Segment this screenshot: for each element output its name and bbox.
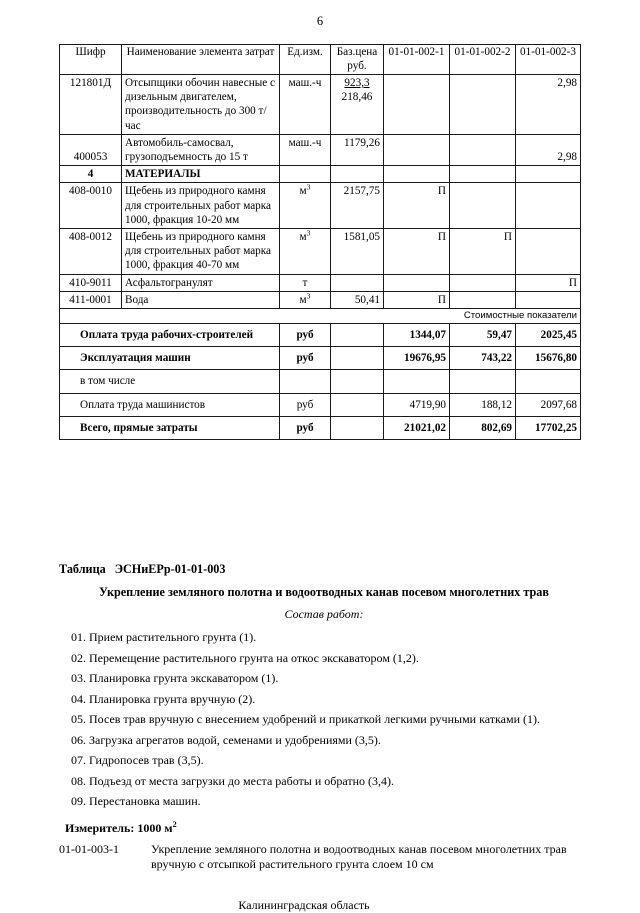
header-name: Наименование элемента затрат (122, 45, 280, 75)
page-number: 6 (316, 14, 324, 28)
row-code: 408-0012 (60, 229, 122, 275)
table-row (60, 134, 581, 165)
row-value-3 (516, 229, 581, 275)
list-item: 07. Гидропосев трав (3,5). (71, 753, 204, 767)
header-col-1: 01-01-002-1 (384, 45, 450, 75)
summary-label: Всего, прямые затраты (60, 416, 280, 439)
row-price: 1581,05 (331, 229, 384, 275)
summary-value-2: 743,22 (450, 347, 516, 370)
summary-price (331, 324, 384, 347)
measurement-unit-value: 1000 м (137, 821, 173, 835)
table-row (60, 229, 581, 275)
row-value-3: 2,98 (516, 134, 581, 165)
section-row-materials (60, 166, 581, 183)
section-value-3 (516, 166, 581, 183)
summary-unit: руб (280, 416, 331, 439)
list-item: 04. Планировка грунта вручную (2). (71, 691, 256, 706)
row-unit (280, 183, 331, 229)
price-stack (334, 76, 380, 104)
summary-unit (280, 370, 331, 393)
header-code: Шифр (60, 45, 122, 75)
summary-row (60, 347, 581, 370)
summary-label: Оплата труда рабочих-строителей (60, 324, 280, 347)
rate-description: Укрепление земляного полотна и водоотводных канав посевом многолетних трав вручную с отсыпкой растительного грунта слоем 10 см (151, 842, 567, 871)
summary-price (331, 393, 384, 416)
row-value-2 (450, 75, 516, 135)
rate-entry (59, 842, 589, 872)
row-unit: маш.-ч (280, 134, 331, 165)
summary-value-1: 1344,07 (384, 324, 450, 347)
row-value-1 (384, 274, 450, 291)
list-item: 08. Подъезд от места загрузки до места работы и обратно (3,4). (71, 773, 395, 788)
region-name: Калининградская область (238, 898, 370, 912)
list-item: 09. Перестановка машин. (71, 794, 201, 808)
summary-value-2: 59,47 (450, 324, 516, 347)
table-row (60, 291, 581, 308)
indicators-banner-row (60, 309, 581, 324)
header-base-price (331, 45, 384, 75)
lower-text-block (59, 562, 589, 913)
row-unit (280, 291, 331, 308)
row-value-3: 2,98 (516, 75, 581, 135)
row-code: 411-0001 (60, 291, 122, 308)
row-value-1: П (384, 183, 450, 229)
unit-base: м (299, 293, 307, 306)
summary-label: в том числе (60, 370, 280, 393)
price-top: 923,3 (344, 77, 370, 89)
summary-value-1: 4719,90 (384, 393, 450, 416)
list-item: 06. Загрузка агрегатов водой, семенами и удобрениями (3,5). (71, 732, 381, 747)
table-row (60, 274, 581, 291)
row-name: Вода (122, 291, 280, 308)
summary-label: Оплата труда машинистов (60, 393, 280, 416)
summary-price (331, 416, 384, 439)
summary-value-1 (384, 370, 450, 393)
row-name: Щебень из природного камня для строительных работ марка 1000, фракция 10-20 мм (122, 183, 280, 229)
row-value-2: П (450, 229, 516, 275)
header-col-3: 01-01-002-3 (516, 45, 581, 75)
row-value-1 (384, 134, 450, 165)
section-name: МАТЕРИАЛЫ (122, 166, 280, 183)
summary-label: Эксплуатация машин (60, 347, 280, 370)
summary-value-3: 2025,45 (516, 324, 581, 347)
table-row (60, 183, 581, 229)
table-title-label: Таблица (59, 562, 106, 576)
header-base-price-line1: Баз.цена (336, 46, 378, 58)
summary-value-2 (450, 370, 516, 393)
cost-table (59, 44, 581, 440)
section-value-1 (384, 166, 450, 183)
unit-superscript: 3 (306, 182, 311, 192)
row-value-3 (516, 183, 581, 229)
table-title-code: ЭСНиЕРр-01-01-003 (114, 562, 226, 576)
summary-row (60, 370, 581, 393)
row-name: Щебень из природного камня для строительных работ марка 1000, фракция 40-70 мм (122, 229, 280, 275)
unit-superscript: 3 (306, 291, 311, 301)
measurement-unit-superscript: 2 (172, 820, 177, 829)
row-code: 121801Д (60, 75, 122, 135)
unit-base: м (299, 231, 307, 244)
summary-value-1: 19676,95 (384, 347, 450, 370)
list-item: 03. Планировка грунта экскаватором (1). (71, 671, 279, 685)
work-composition-label: Состав работ: (284, 607, 364, 621)
summary-value-2: 188,12 (450, 393, 516, 416)
row-code: 408-0010 (60, 183, 122, 229)
unit-base: м (299, 185, 307, 198)
summary-row (60, 416, 581, 439)
unit-superscript: 3 (306, 228, 311, 238)
row-price (331, 75, 384, 135)
table-header-row (60, 45, 581, 75)
row-price: 50,41 (331, 291, 384, 308)
row-unit (280, 229, 331, 275)
table-subtitle: Укрепление земляного полотна и водоотводных канав посевом многолетних трав (99, 585, 549, 599)
row-value-2 (450, 274, 516, 291)
row-code: 410-9011 (60, 274, 122, 291)
unit-base: т (302, 276, 308, 289)
row-price: 2157,75 (331, 183, 384, 229)
table-row (60, 75, 581, 135)
row-price (331, 274, 384, 291)
section-value-2 (450, 166, 516, 183)
row-price: 1179,26 (331, 134, 384, 165)
row-value-3 (516, 291, 581, 308)
work-composition-list (59, 630, 589, 809)
row-value-2 (450, 291, 516, 308)
row-name: Асфальтогранулят (122, 274, 280, 291)
row-value-1 (384, 75, 450, 135)
measurement-unit (65, 821, 589, 836)
summary-unit: руб (280, 393, 331, 416)
row-unit: маш.-ч (280, 75, 331, 135)
row-value-1: П (384, 291, 450, 308)
indicators-label: Стоимостные показатели (60, 309, 581, 324)
list-item: 02. Перемещение растительного грунта на откос экскаватором (1,2). (71, 650, 419, 665)
summary-price (331, 370, 384, 393)
summary-value-3 (516, 370, 581, 393)
summary-price (331, 347, 384, 370)
list-item: 01. Прием растительного грунта (1). (71, 630, 257, 644)
summary-value-3: 15676,80 (516, 347, 581, 370)
row-value-1: П (384, 229, 450, 275)
header-base-price-line2: руб. (347, 59, 367, 72)
row-code: 400053 (60, 134, 122, 165)
row-value-2 (450, 134, 516, 165)
summary-value-3: 2097,68 (516, 393, 581, 416)
list-item: 05. Посев трав вручную с внесением удобрений и прикаткой легкими ручными катками (1). (71, 712, 540, 726)
header-col-2: 01-01-002-2 (450, 45, 516, 75)
row-name: Автомобиль-самосвал, грузоподъемность до 15 т (122, 134, 280, 165)
row-name: Отсыпщики обочин навесные с дизельным двигателем, производительность до 300 т/час (122, 75, 280, 135)
row-value-3: П (516, 274, 581, 291)
row-value-2 (450, 183, 516, 229)
summary-value-3: 17702,25 (516, 416, 581, 439)
price-bottom: 218,46 (341, 91, 373, 104)
measurement-unit-label: Измеритель: (65, 821, 135, 835)
summary-value-2: 802,69 (450, 416, 516, 439)
section-unit (280, 166, 331, 183)
cost-table-container (59, 44, 580, 440)
summary-unit: руб (280, 347, 331, 370)
section-code: 4 (60, 166, 122, 183)
header-unit: Ед.изм. (280, 45, 331, 75)
summary-unit: руб (280, 324, 331, 347)
summary-row (60, 393, 581, 416)
rate-code: 01-01-003-1 (59, 842, 119, 856)
table-title (59, 562, 589, 577)
section-price (331, 166, 384, 183)
summary-value-1: 21021,02 (384, 416, 450, 439)
summary-row (60, 324, 581, 347)
row-unit (280, 274, 331, 291)
